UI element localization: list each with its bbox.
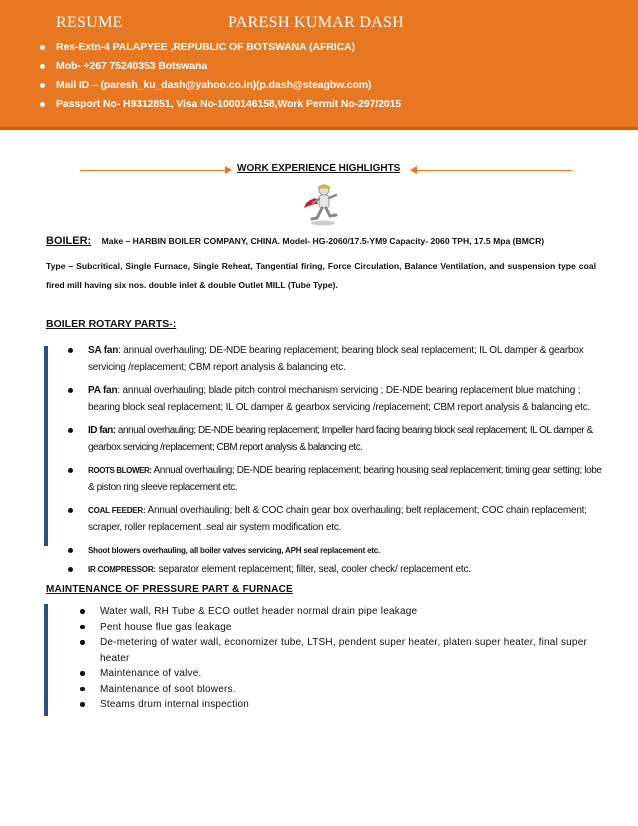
email-item: Mail ID – (paresh_ku_dash@yahoo.co.in)(p.dash@steagbw.com)	[38, 76, 401, 95]
list-item	[74, 342, 604, 376]
list-item	[74, 561, 604, 578]
item-label: ROOTS BLOWER:	[88, 466, 152, 475]
list-item: Maintenance of valve.	[84, 666, 604, 682]
address-item: Res-Extn-4 PALAPYEE ,REPUBLIC OF BOTSWANA (AFRICA)	[38, 38, 401, 57]
item-label: COAL FEEDER:	[88, 506, 146, 515]
boiler-heading: BOILER:	[46, 235, 92, 247]
rotary-parts-heading	[46, 318, 176, 330]
item-text: Annual overhauling; DE-NDE bearing replacement; bearing housing seal replacement; timing gear setting; lobe & piston ring sleeve replacement etc.	[88, 465, 602, 493]
resume-label: RESUME	[56, 14, 123, 31]
list-item	[74, 502, 604, 536]
item-text: Annual overhauling; belt & COC chain gear box overhauling; belt replacement; COC chain replacement; scraper, roller replacement .seal air system modification etc.	[88, 505, 587, 533]
rotary-side-bar	[44, 346, 48, 546]
right-arrow-divider	[412, 170, 572, 171]
maintenance-side-bar	[44, 604, 48, 716]
maintenance-heading: MAINTENANCE OF PRESSURE PART & FURNACE	[46, 584, 293, 595]
item-text: annual overhauling; DE-NDE bearing replacement; Impeller hard facing bearing block seal replacement; IL OL damper & gearbox servicing /replacement; CBM report analysis & balancing etc.	[88, 425, 593, 453]
list-item: Pent house flue gas leakage	[84, 620, 604, 636]
rotary-parts-list	[74, 342, 604, 584]
header-banner	[0, 0, 638, 130]
contact-list	[38, 38, 401, 114]
left-arrow-divider	[80, 170, 230, 171]
boiler-details: Make – HARBIN BOILER COMPANY, CHINA. Model- HG-2060/17.5-YM9 Capacity- 2060 TPH, 17.5 Mpa (BMCR)	[101, 236, 545, 246]
item-label: PA fan	[88, 385, 118, 396]
running-worker-icon	[302, 182, 344, 226]
list-item	[74, 462, 604, 496]
list-item: Steams drum internal inspection	[84, 697, 604, 713]
item-text: : annual overhauling; blade pitch control mechanism servicing ; DE-NDE bearing replacement blue matching ; bearing block seal replacement; IL OL damper & gearbox servicing /replacement; CBM report analysis & balancing etc.	[88, 385, 591, 413]
item-label: ID fan:	[88, 425, 116, 436]
list-item: Water wall, RH Tube & ECO outlet header normal drain pipe leakage	[84, 604, 604, 620]
item-label: Shoot blowers overhauling, all boiler valves servicing, APH seal replacement etc.	[88, 546, 381, 555]
boiler-type-text: Type – Subcritical, Single Furnace, Single Reheat, Tangential firing, Force Circulation, Balance Ventilation, and suspension type coal fired mill having six nos. double inlet & double Outlet MILL (Tube Type).	[46, 261, 596, 290]
passport-item: Passport No- H9312851, Visa No-1000146158,Work Permit No-297/2015	[38, 95, 401, 114]
list-item	[74, 542, 604, 559]
item-label: SA fan	[88, 345, 119, 356]
mobile-item: Mob- +267 75240353 Botswana	[38, 57, 401, 76]
item-text: separator element replacement; filter, seal, cooler check/ replacement etc.	[155, 564, 471, 575]
boiler-specs	[46, 235, 606, 247]
rotary-heading-suffix: -:	[169, 318, 177, 330]
item-text: : annual overhauling; DE-NDE bearing replacement; bearing block seal replacement; IL OL damper & gearbox servicing /replacement; CBM report analysis & balancing etc.	[88, 345, 584, 373]
list-item: De-metering of water wall, economizer tube, LTSH, pendent super heater, platen super heater, final super heater	[84, 635, 604, 666]
list-item: Maintenance of soot blowers.	[84, 682, 604, 698]
maintenance-list	[84, 604, 604, 713]
item-label: IR COMPRESSOR:	[88, 565, 156, 574]
candidate-name: PARESH KUMAR DASH	[228, 14, 405, 31]
work-experience-title: WORK EXPERIENCE HIGHLIGHTS	[237, 163, 401, 174]
rotary-heading-text: BOILER ROTARY PARTS	[46, 318, 170, 330]
list-item	[74, 382, 604, 416]
list-item	[74, 422, 604, 456]
